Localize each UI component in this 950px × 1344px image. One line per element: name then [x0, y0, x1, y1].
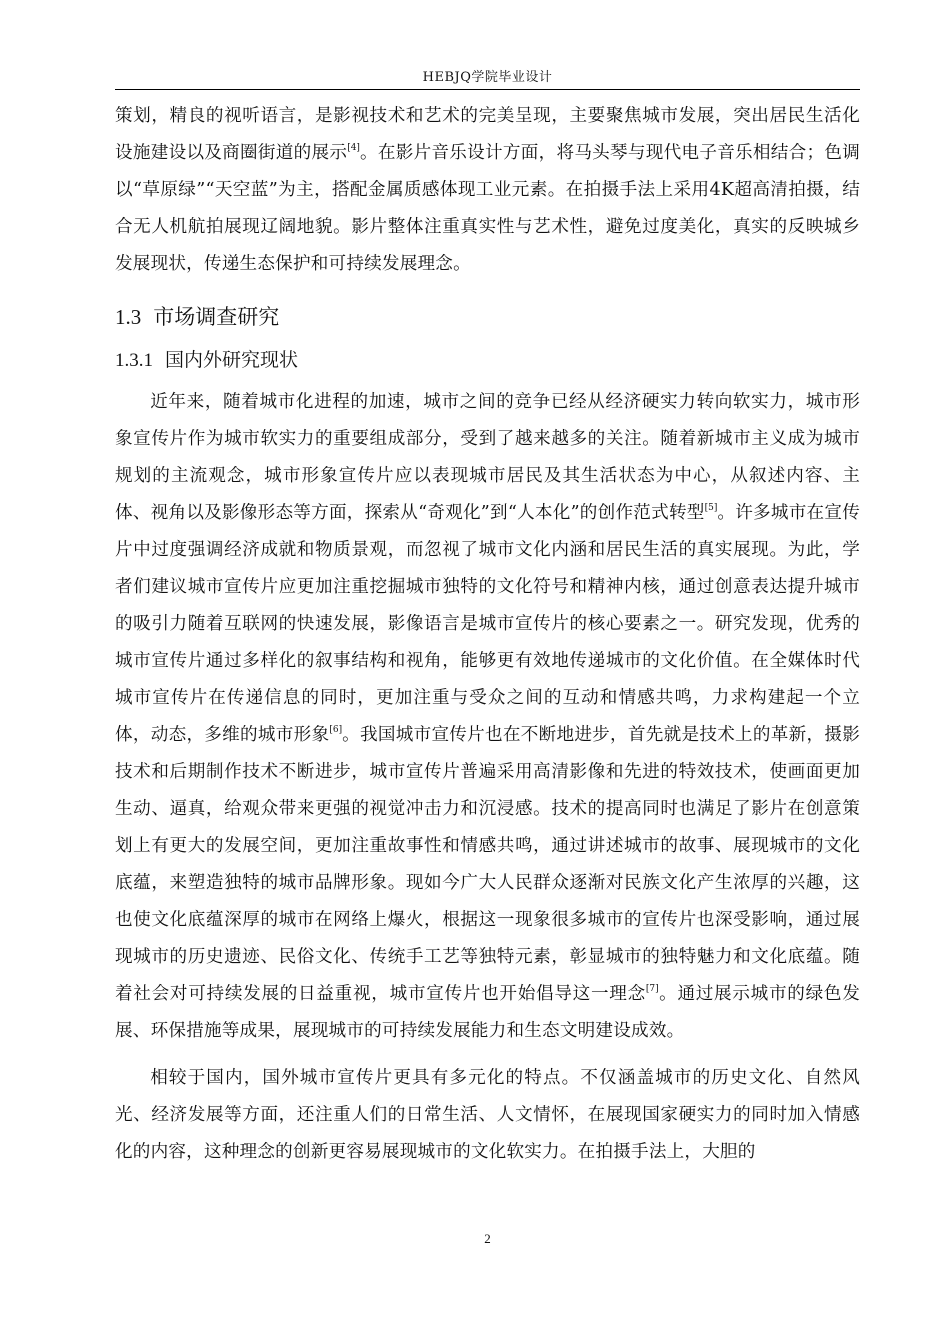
paragraph-intro	[115, 98, 860, 283]
section-number: 1.3	[115, 305, 142, 329]
citation-ref-4: [4]	[347, 143, 360, 153]
paragraph-domestic-research	[115, 384, 860, 1050]
citation-ref-5: [5]	[704, 503, 718, 513]
page-number: 2	[484, 1231, 491, 1246]
paragraph-domestic-text-3: 。我国城市宣传片也在不断地进步，首先就是技术上的革新，摄影技术和后期制作技术不断进步，城市宣传片普遍采用高清影像和先进的特效技术，使画面更加生动、逼真，给观众带来更强的视觉冲击力和沉浸感。技术的提高同时也满足了影片在创意策划上有更大的发展空间，更加注重故事性和情感共鸣，通过讲述城市的故事、展现城市的文化底蕴，来塑造独特的城市品牌形象。现如今广大人民群众逐渐对民族文化产生浓厚的兴趣，这也使文化底蕴深厚的城市在网络上爆火，根据这一现象很多城市的宣传片也深受影响，通过展现城市的历史遗迹、民俗文化、传统手工艺等独特元素，彰显城市的独特魅力和文化底蕴。随着社会对可持续发展的日益重视，城市宣传片也开始倡导这一理念	[115, 725, 861, 1004]
paragraph-domestic-text-1: 近年来，随着城市化进程的加速，城市之间的竞争已经从经济硬实力转向软实力，城市形象宣传片作为城市软实力的重要组成部分，受到了越来越多的关注。随着新城市主义成为城市规划的主流观念，城市形象宣传片应以表现城市居民及其生活状态为中心，从叙述内容、主体、视角以及影像形态等方面，探索从“奇观化”到“人本化”的创作范式转型	[115, 392, 860, 523]
header-divider	[115, 89, 860, 90]
subsection-heading-1-3-1	[115, 341, 860, 380]
subsection-title: 国内外研究现状	[165, 349, 299, 371]
paragraph-intro-text-2: 。在影片音乐设计方面，将马头琴与现代电子音乐相结合；色调以“草原绿”“天空蓝”为主，搭配金属质感体现工业元素。在拍摄手法上采用4K超高清拍摄，结合无人机航拍展现辽阔地貌。影片整体注重真实性与艺术性，避免过度美化，真实的反映城乡发展现状，传递生态保护和可持续发展理念。	[115, 143, 861, 274]
paragraph-foreign-research: 相较于国内，国外城市宣传片更具有多元化的特点。不仅涵盖城市的历史文化、自然风光、经济发展等方面，还注重人们的日常生活、人文情怀，在展现国家硬实力的同时加入情感化的内容，这种理念的创新更容易展现城市的文化软实力。在拍摄手法上，大胆的	[115, 1068, 860, 1162]
section-title: 市场调查研究	[153, 305, 280, 329]
citation-ref-7: [7]	[645, 984, 659, 994]
paragraph-intro-text-1: 策划，精良的视听语言，是影视技术和艺术的完美呈现，主要聚焦城市发展，突出居民生活化设施建设以及商圈街道的展示	[115, 106, 860, 163]
page-header: HEBJQ学院毕业设计	[422, 70, 553, 85]
paragraph-domestic-text-4: 。通过展示城市的绿色发展、环保措施等成果，展现城市的可持续发展能力和生态文明建设成效。	[115, 984, 860, 1041]
paragraph-domestic-text-2: 。许多城市在宣传片中过度强调经济成就和物质景观，而忽视了城市文化内涵和居民生活的真实展现。为此，学者们建议城市宣传片应更加注重挖掘城市独特的文化符号和精神内核，通过创意表达提升城市的吸引力随着互联网的快速发展，影像语言是城市宣传片的核心要素之一。研究发现，优秀的城市宣传片通过多样化的叙事结构和视角，能够更有效地传递城市的文化价值。在全媒体时代城市宣传片在传递信息的同时，更加注重与受众之间的互动和情感共鸣，力求构建起一个立体，动态，多维的城市形象	[115, 503, 860, 745]
document-body	[115, 98, 860, 1171]
subsection-number: 1.3.1	[115, 350, 153, 371]
citation-ref-6: [6]	[329, 725, 343, 735]
section-heading-1-3	[115, 297, 860, 337]
